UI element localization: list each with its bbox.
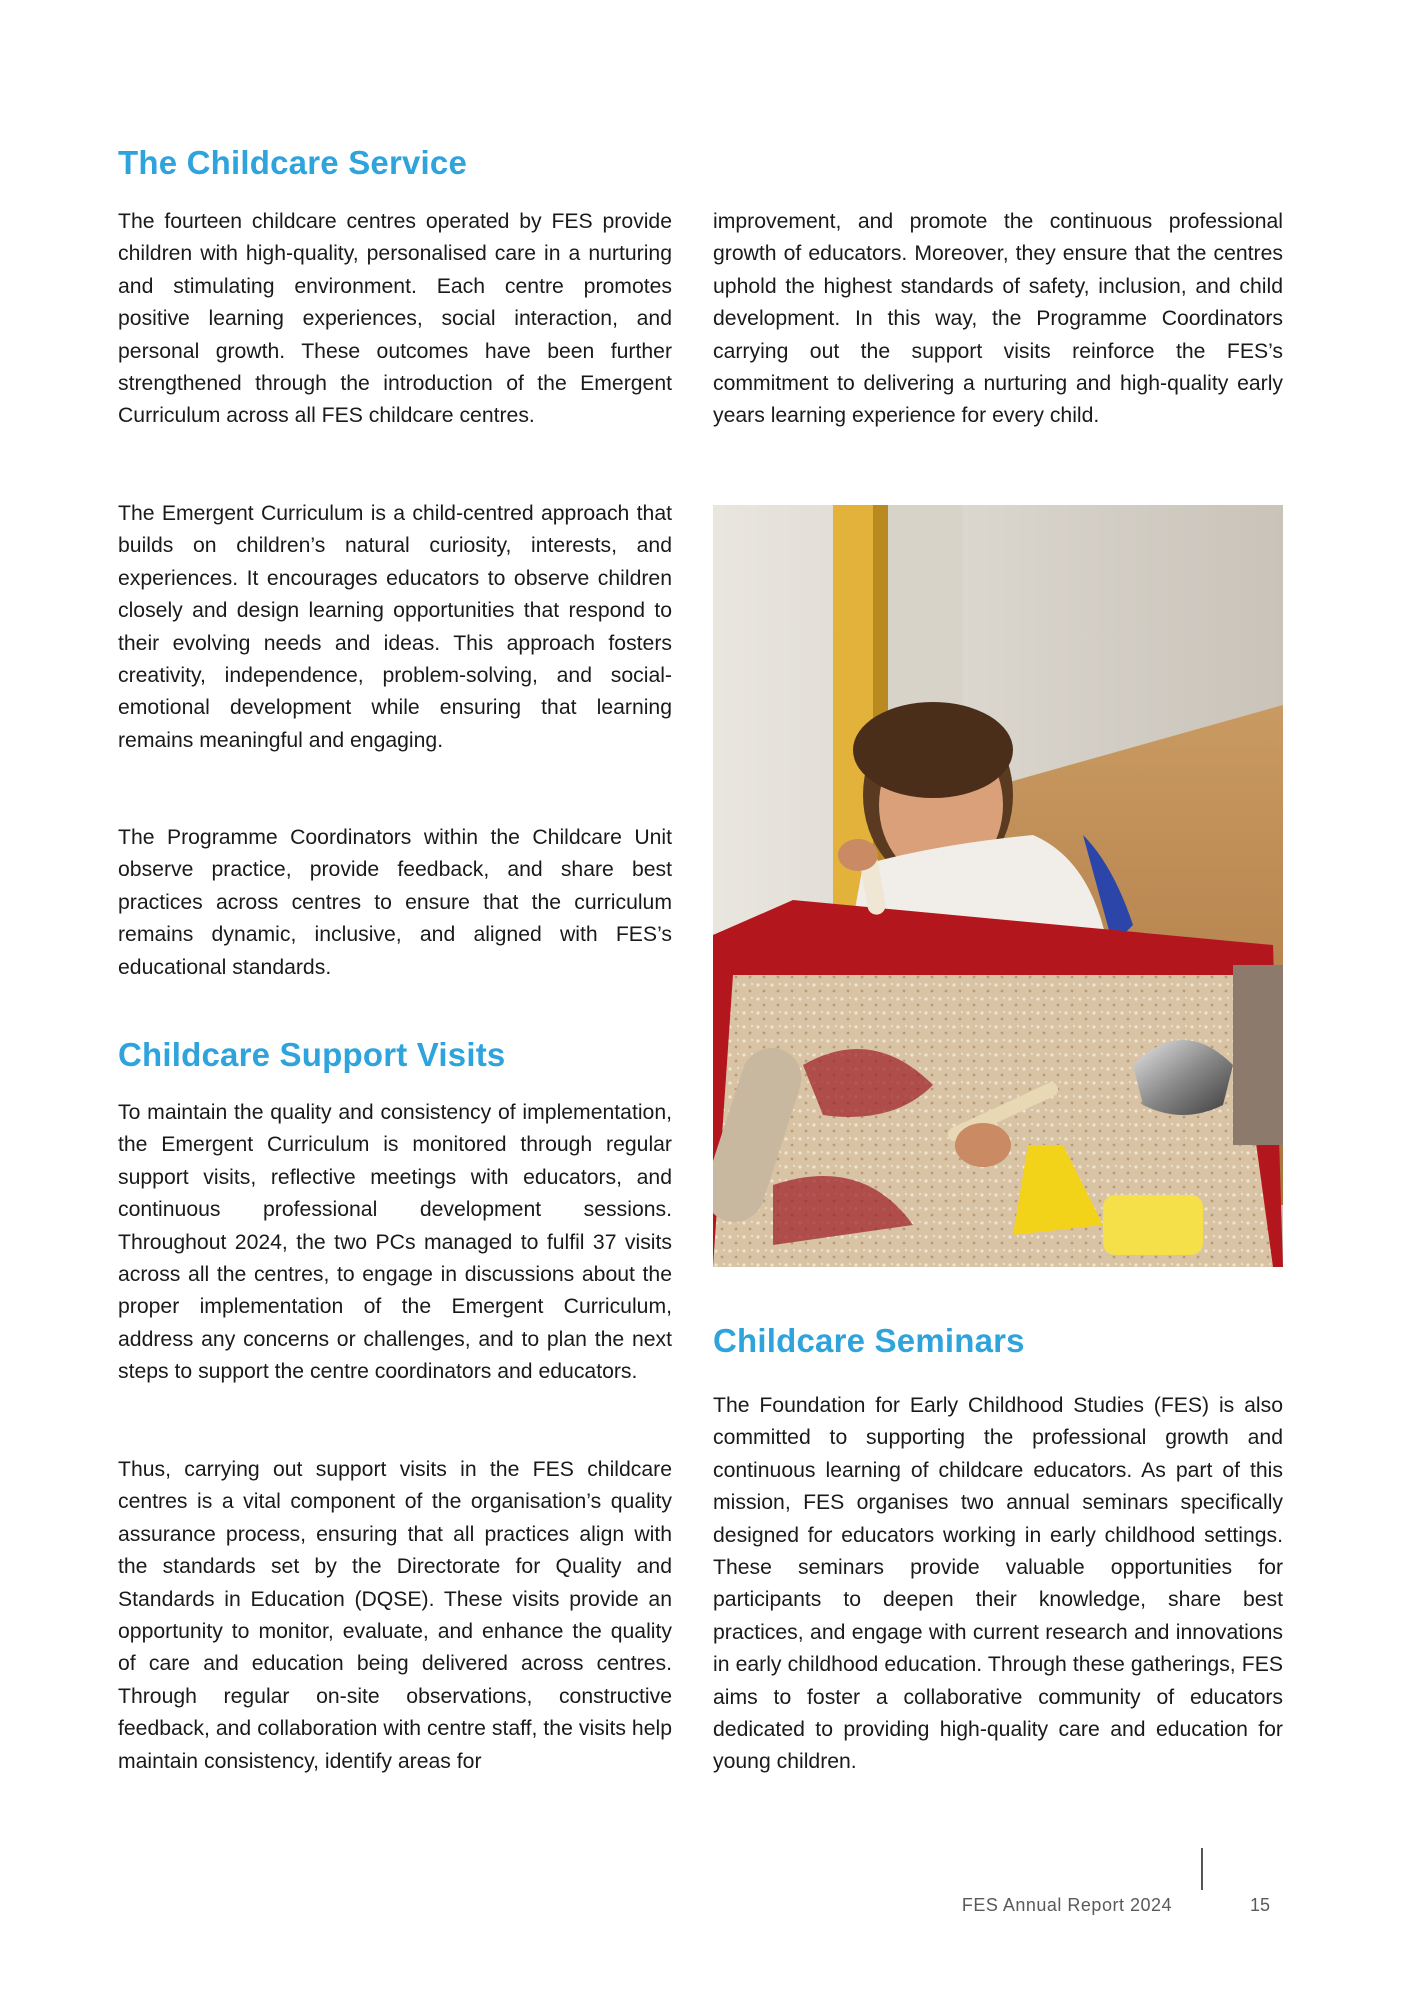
footer-divider: [1201, 1848, 1203, 1890]
paragraph-emergent-curriculum: The Emergent Curriculum is a child-centred approach that builds on children’s natural curiosity, interests, and experiences. It encourages educators to observe children closely and design learning opportunities that respond to their evolving needs and ideas. This approach fosters creativity, independence, problem-solving, and social-emotional development while ensuring that learning remains meaningful and engaging.: [118, 502, 672, 752]
paragraph-seminars: The Foundation for Early Childhood Studies (FES) is also committed to supporting the professional growth and continuous learning of childcare educators. As part of this mission, FES organises two annual seminars specifically designed for educators working in early childhood settings. These seminars provide valuable opportunities for participants to deepen their knowledge, share best practices, and engage with current research and innovations in early childhood education. Through these gatherings, FES aims to foster a collaborative community of educators dedicated to providing high-quality care and education for young children.: [713, 1394, 1283, 1774]
footer-report-title: FES Annual Report 2024: [961, 1895, 1172, 1915]
heading-support-visits: Childcare Support Visits: [118, 1036, 506, 1073]
paragraph-childcare-intro: The fourteen childcare centres operated by FES provide children with high-quality, personalised care in a nurturing and stimulating environment. Each centre promotes positive learning experiences, social interaction, and personal growth. These outcomes have been further strengthened through the introduction of the Emergent Curriculum across all FES childcare centres.: [118, 210, 672, 428]
heading-childcare-seminars: Childcare Seminars: [713, 1322, 1025, 1359]
child-sand-play-photo: [713, 505, 1283, 1267]
paragraph-continuation: improvement, and promote the continuous professional growth of educators. Moreover, they ensure that the centres uphold the highest standards of safety, inclusion, and child development. In this way, the Programme Coordinators carrying out the support visits reinforce the FES’s commitment to delivering a nurturing and high-quality early years learning experience for every child.: [713, 210, 1283, 428]
footer-page-number: 15: [1250, 1895, 1271, 1915]
paragraph-support-visits: To maintain the quality and consistency of implementation, the Emergent Curriculum is monitored through regular support visits, reflective meetings with educators, and continuous professional development sessions. Throughout 2024, the two PCs managed to fulfil 37 visits across all the centres, to engage in discussions about the proper implementation of the Emergent Curriculum, address any concerns or challenges, and to plan the next steps to support the centre coordinators and educators.: [118, 1101, 672, 1384]
heading-childcare-service: The Childcare Service: [118, 144, 468, 181]
paragraph-quality-assurance: Thus, carrying out support visits in the FES childcare centres is a vital component of the organisation’s quality assurance process, ensuring that all practices align with the standards set by the Directorate for Quality and Standards in Education (DQSE). These visits provide an opportunity to monitor, evaluate, and enhance the quality of care and education being delivered across centres. Through regular on-site observations, constructive feedback, and collaboration with centre staff, the visits help maintain consistency, identify areas for: [118, 1458, 672, 1773]
paragraph-programme-coordinators: The Programme Coordinators within the Childcare Unit observe practice, provide feedback, and share best practices across centres to ensure that the curriculum remains dynamic, inclusive, and aligned with FES’s educational standards.: [118, 826, 672, 979]
